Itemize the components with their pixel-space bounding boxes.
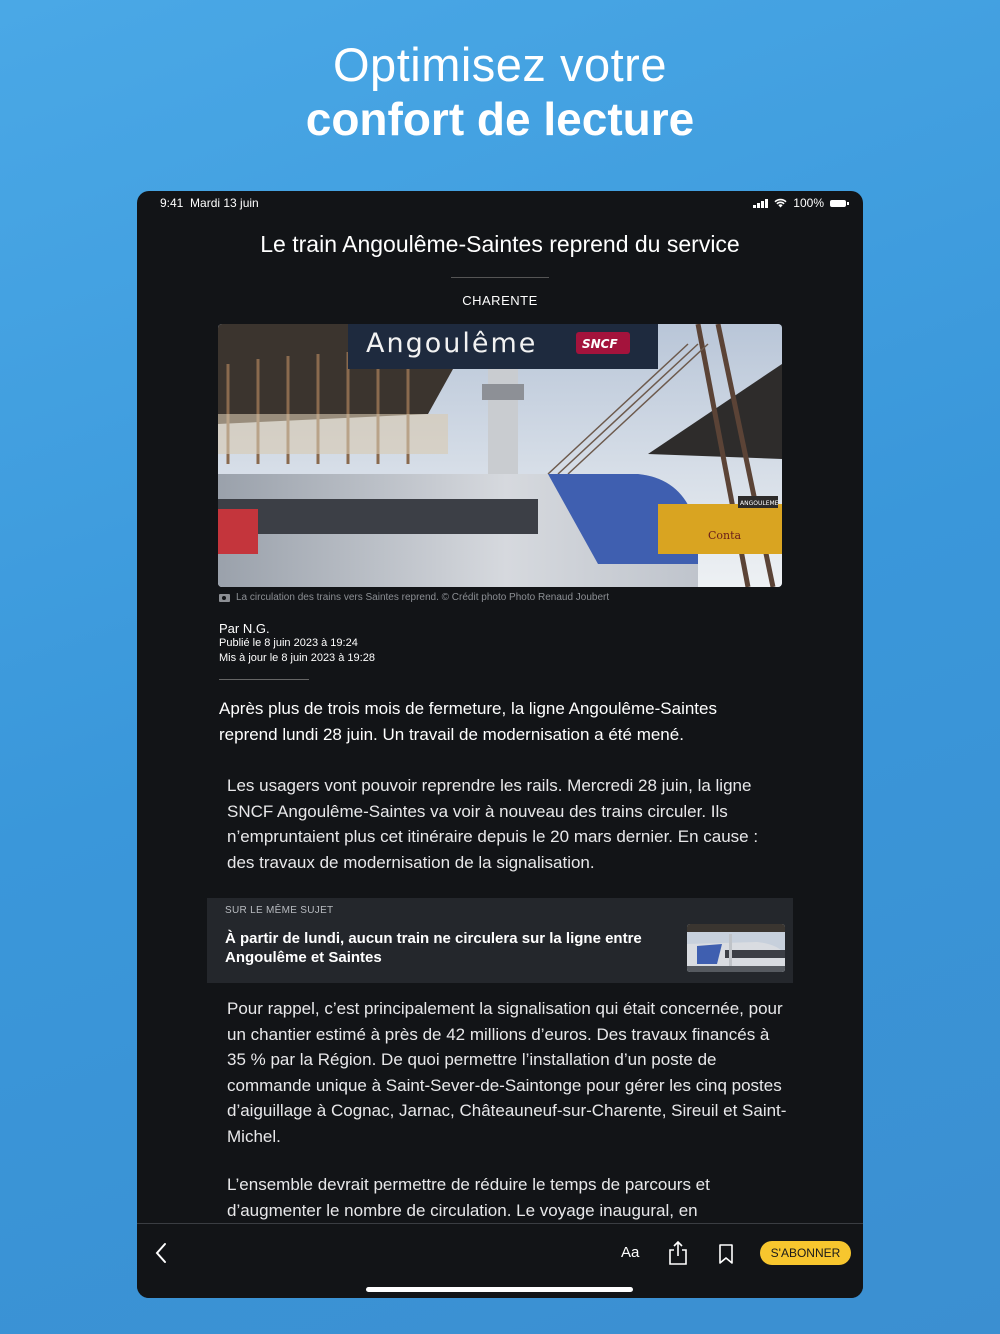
station-photo-illustration xyxy=(218,324,782,587)
share-icon[interactable] xyxy=(667,1240,689,1266)
related-title[interactable]: À partir de lundi, aucun train ne circulera sur la ligne entre Angoulême et Saintes xyxy=(225,930,642,966)
wifi-icon xyxy=(774,198,787,208)
sncf-logo: SNCF xyxy=(582,337,618,351)
title-divider xyxy=(451,277,549,278)
article-photo[interactable] xyxy=(218,324,782,587)
bookmark-icon[interactable] xyxy=(717,1243,735,1265)
byline xyxy=(219,621,375,666)
back-icon[interactable] xyxy=(151,1240,175,1266)
status-bar xyxy=(137,191,863,215)
status-indicators xyxy=(753,196,846,210)
home-indicator[interactable] xyxy=(366,1287,633,1292)
updated-date: Mis à jour le 8 juin 2023 à 19:28 xyxy=(219,652,375,664)
battery-percent: 100% xyxy=(793,196,824,210)
font-size-button[interactable]: Aa xyxy=(621,1244,640,1261)
paragraph-2: Pour rappel, c’est principalement la signalisation qui était concernée, pour un chantier estimé à près de 42 millions d’euros. Des travaux financés à 35 % par la Région. De quoi permettre l’installation d’un poste de commande unique à Saint-Sever-de-Saintonge pour gérer les cinq postes d’aiguillage à Cognac, Jarnac, Châteauneuf-sur-Charente, Sireuil et Saint-Michel. xyxy=(227,999,787,1146)
promo-header xyxy=(0,38,1000,146)
tablet-screen xyxy=(137,191,863,1298)
status-clock: 9:41 xyxy=(160,196,184,210)
related-article-card[interactable] xyxy=(207,898,793,983)
author: Par N.G. xyxy=(219,621,270,636)
wagon-text: Conta xyxy=(708,529,742,542)
signal-icon xyxy=(753,199,768,208)
related-thumbnail-illustration xyxy=(687,924,785,972)
article-rubric[interactable]: CHARENTE xyxy=(462,293,538,308)
mini-station-sign: ANGOULEME xyxy=(740,500,779,507)
published-date: Publié le 8 juin 2023 à 19:24 xyxy=(219,637,358,649)
status-time xyxy=(160,196,259,210)
photo-caption-text: La circulation des trains vers Saintes reprend. © Crédit photo Photo Renaud Joubert xyxy=(236,592,610,603)
byline-divider xyxy=(219,679,309,680)
battery-icon xyxy=(830,200,846,207)
paragraph-3: L’ensemble devrait permettre de réduire le temps de parcours et d’augmenter le nombre de circulation. Le voyage inaugural, en xyxy=(227,1175,710,1220)
bottom-toolbar xyxy=(137,1223,863,1298)
photo-caption xyxy=(219,592,609,603)
article-title: Le train Angoulême-Saintes reprend du service xyxy=(260,231,740,257)
promo-line-1: Optimisez votre xyxy=(333,38,667,91)
related-thumbnail[interactable] xyxy=(687,924,785,972)
status-date: Mardi 13 juin xyxy=(190,196,259,210)
station-sign: Angoulême xyxy=(366,328,538,359)
article-lead: Après plus de trois mois de fermeture, la ligne Angoulême-Saintes reprend lundi 28 juin. Un travail de modernisation a été mené. xyxy=(219,699,717,744)
promo-line-2: confort de lecture xyxy=(305,93,695,145)
camera-icon xyxy=(219,594,230,602)
paragraph-1: Les usagers vont pouvoir reprendre les rails. Mercredi 28 juin, la ligne SNCF Angoulême-Saintes va voir à nouveau des trains circuler. Ils n’empruntaient plus cet itinéraire depuis le 20 mars dernier. En cause : des travaux de modernisation de la signalisation. xyxy=(227,776,759,872)
subscribe-button[interactable]: S'ABONNER xyxy=(760,1241,851,1265)
related-kicker: SUR LE MÊME SUJET xyxy=(225,905,334,916)
